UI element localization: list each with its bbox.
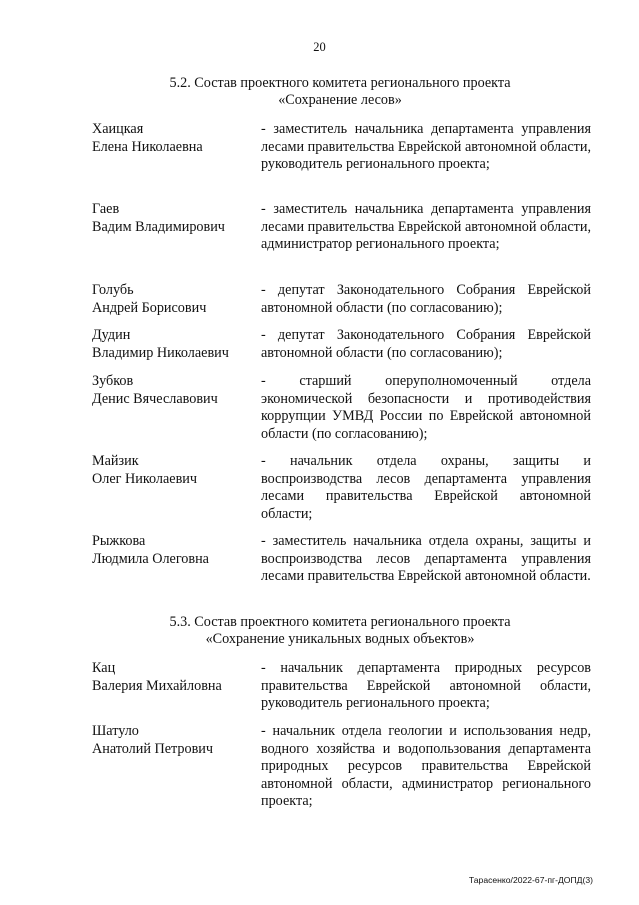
member-last-name: Хаицкая (92, 121, 144, 137)
member-first-names: Анатолий Петрович (92, 740, 214, 757)
member-first-names: Вадим Владимирович (92, 218, 225, 235)
member-name (92, 373, 262, 408)
member-last-name: Дудин (92, 327, 131, 343)
member-last-name: Шатуло (92, 723, 139, 739)
member-role: - депутат Законодательного Собрания Еврейской автономной области (по согласованию); (261, 282, 591, 316)
section-heading-line: 5.2. Состав проектного комитета регионального проекта (169, 75, 511, 91)
member-name (92, 660, 262, 695)
member-name (92, 453, 262, 488)
member-last-name: Кац (92, 660, 116, 676)
member-role: - начальник отдела охраны, защиты и воспроизводства лесов департамента управления лесами правительства Еврейской автономной области; (261, 453, 591, 522)
member-first-names: Валерия Михайловна (92, 677, 222, 694)
page-number: 20 (313, 40, 326, 54)
member-name (92, 121, 262, 156)
member-name (92, 723, 262, 758)
section-heading-line: «Сохранение уникальных водных объектов» (205, 631, 475, 647)
section-heading-5-3 (80, 614, 600, 648)
document-reference-footer: Тарасенко/2022-67-пг-ДОПД(3) (468, 875, 593, 885)
section-heading-5-2 (80, 75, 600, 109)
member-last-name: Зубков (92, 373, 134, 389)
member-role: - заместитель начальника департамента управления лесами правительства Еврейской автономной области, администратор регионального проекта; (261, 201, 591, 253)
member-first-names: Елена Николаевна (92, 138, 203, 155)
member-first-names: Олег Николаевич (92, 470, 198, 487)
member-first-names: Владимир Николаевич (92, 344, 229, 361)
member-last-name: Майзик (92, 453, 139, 469)
member-first-names: Людмила Олеговна (92, 550, 209, 567)
member-name (92, 327, 262, 362)
member-role: - депутат Законодательного Собрания Еврейской автономной области (по согласованию); (261, 327, 591, 361)
member-last-name: Голубь (92, 282, 134, 298)
section-heading-line: 5.3. Состав проектного комитета регионального проекта (169, 614, 511, 630)
member-role: - заместитель начальника отдела охраны, защиты и воспроизводства лесов департамента управления лесами правительства Еврейской автономной области. (261, 533, 591, 585)
member-last-name: Рыжкова (92, 533, 146, 549)
member-last-name: Гаев (92, 201, 120, 217)
member-first-names: Денис Вячеславович (92, 390, 218, 407)
member-role: - заместитель начальника департамента управления лесами правительства Еврейской автономной области, руководитель регионального проекта; (261, 121, 591, 173)
member-first-names: Андрей Борисович (92, 299, 207, 316)
member-role: - начальник отдела геологии и использования недр, водного хозяйства и водопользования департамента природных ресурсов правительства Еврейской автономной области, администратор регионального проекта; (261, 723, 591, 810)
member-role: - начальник департамента природных ресурсов правительства Еврейской автономной области, руководитель регионального проекта; (261, 660, 591, 712)
section-heading-line: «Сохранение лесов» (278, 92, 402, 108)
member-name (92, 201, 262, 236)
member-name (92, 533, 262, 568)
member-role: - старший оперуполномоченный отдела экономической безопасности и противодействия коррупции УМВД России по Еврейской автономной области (по согласованию); (261, 373, 591, 442)
member-name (92, 282, 262, 317)
